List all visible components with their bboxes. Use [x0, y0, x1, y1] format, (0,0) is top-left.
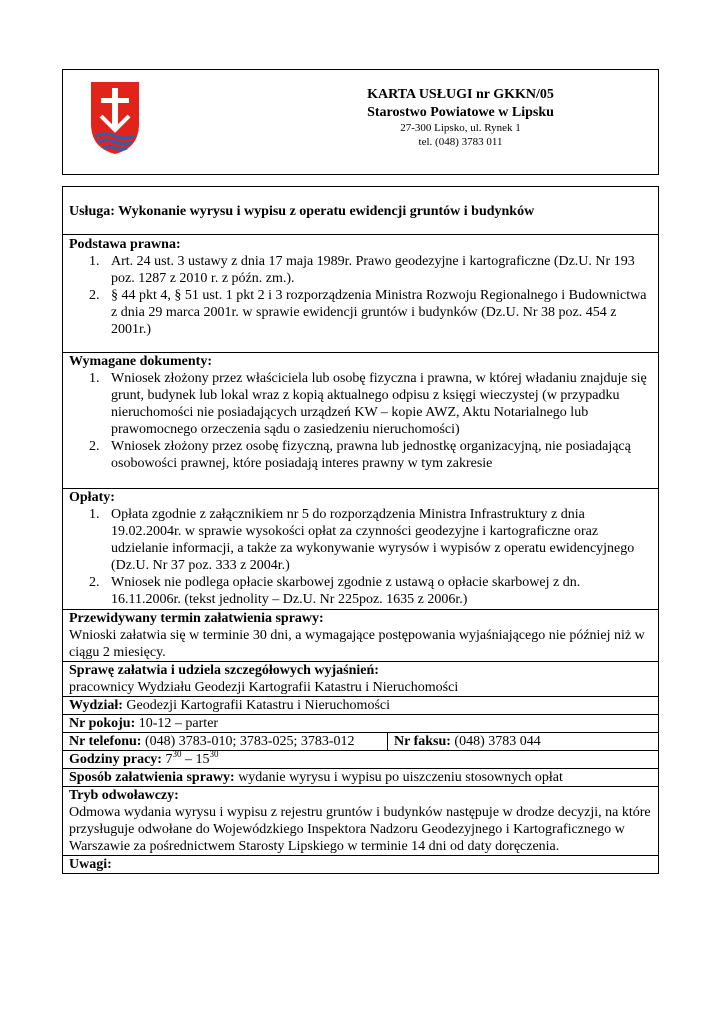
header-box: [62, 69, 659, 175]
documents-list: [69, 370, 652, 472]
legal-basis-list: [69, 253, 652, 338]
service-card-table: [62, 186, 659, 874]
office-phone: tel. (048) 3783 011: [418, 136, 503, 148]
service-row: [63, 187, 658, 235]
department-label: Wydział:: [69, 698, 123, 713]
handled-by-heading: Sprawę załatwia i udziela szczegółowych wyjaśnień:: [69, 663, 379, 678]
appeal-text: Odmowa wydania wyrysu i wypisu z rejestru gruntów i budynków następuje w drodze decyzji, na które przysługuje odwołane do Wojewódzkiego Inspektora Nadzoru Geodezyjnego i Kartograficznego w Warszawie za pośrednictwem Starosty Lipskiego w terminie 14 dni od daty doręczenia.: [69, 805, 651, 854]
legal-basis-heading: Podstawa prawna:: [69, 237, 181, 252]
fax-label: Nr faksu:: [394, 734, 451, 749]
fax-cell: [388, 733, 547, 750]
fees-section: [63, 489, 658, 610]
notes-heading: Uwagi:: [69, 857, 112, 872]
hours-row: [63, 751, 658, 769]
list-item: 2. Wniosek złożony przez osobę fizyczną, prawna lub jednostkę organizacyjną, nie posiadającą osobowości prawnej, które posiadają interes prawny w tym zakresie: [103, 438, 652, 472]
hours-separator: –: [184, 752, 192, 767]
fees-heading: Opłaty:: [69, 490, 115, 505]
method-label: Sposób załatwienia sprawy:: [69, 770, 235, 785]
handled-by-text: pracownicy Wydziału Geodezji Kartografii Katastru i Nieruchomości: [69, 680, 459, 695]
office-address: 27-300 Lipsko, ul. Rynek 1: [400, 122, 521, 134]
coat-of-arms-icon: [91, 78, 139, 158]
department-row: [63, 697, 658, 715]
office-name: Starostwo Powiatowe w Lipsku: [367, 105, 554, 120]
room-label: Nr pokoju:: [69, 716, 136, 731]
phone-label: Nr telefonu:: [69, 734, 142, 749]
documents-heading: Wymagane dokumenty:: [69, 354, 212, 369]
appeal-heading: Tryb odwoławczy:: [69, 788, 179, 803]
legal-basis-section: [63, 235, 658, 353]
phone-fax-row: [63, 733, 658, 751]
hours-label: Godziny pracy:: [69, 752, 162, 767]
list-item: 2. § 44 pkt 4, § 51 ust. 1 pkt 2 i 3 rozporządzenia Ministra Rozwoju Regionalnego i Budownictwa z dnia 29 marca 2001r. w sprawie ewidencji gruntów i budynków (Dz.U. Nr 38 poz. 454 z 2001r.): [103, 287, 652, 338]
list-item: 1. Wniosek złożony przez właściciela lub osobę fizyczna i prawna, w której władaniu znajduje się grunt, budynek lub lokal wraz z kopią aktualnego odpisu z księgi wieczystej (w przypadku nieruchomości nie posiadających urządzeń KW – kopie AWZ, Aktu Notarialnego lub prawomocnego orzeczenia sądu o zasiedzeniu nieruchomości): [103, 370, 652, 438]
deadline-section: [63, 610, 658, 662]
hours-end: 15: [195, 752, 210, 767]
deadline-text: Wnioski załatwia się w terminie 30 dni, a wymagające postępowania wyjaśniającego nie później niż w ciągu 2 miesięcy.: [69, 628, 645, 660]
header-text: [263, 86, 658, 149]
deadline-heading: Przewidywany termin załatwienia sprawy:: [69, 611, 324, 626]
list-item: 1. Opłata zgodnie z załącznikiem nr 5 do rozporządzenia Ministra Infrastruktury z dnia 19.02.2004r. w sprawie wysokości opłat za czynności geodezyjne i kartograficzne oraz udzielanie informacji, a także za wykonywanie wyrysów i wypisów z operatu ewidencyjnego (Dz.U. Nr 37 poz. 333 z 2004r.): [103, 506, 652, 574]
notes-section: [63, 856, 658, 873]
appeal-section: [63, 787, 658, 856]
hours-start-minutes: 30: [172, 749, 182, 759]
method-value: wydanie wyrysu i wypisu po uiszczeniu stosownych opłat: [238, 770, 563, 785]
department-value: Geodezji Kartografii Katastru i Nieruchomości: [126, 698, 390, 713]
service-value: Wykonanie wyrysu i wypisu z operatu ewidencji gruntów i budynków: [118, 204, 535, 219]
card-title: KARTA USŁUGI nr GKKN/05: [367, 87, 554, 102]
room-value: 10-12 – parter: [138, 716, 219, 731]
hours-end-minutes: 30: [209, 749, 219, 759]
method-row: [63, 769, 658, 787]
room-row: [63, 715, 658, 733]
list-item: 1. Art. 24 ust. 3 ustawy z dnia 17 maja 1989r. Prawo geodezyjne i kartograficzne (Dz.U. Nr 193 poz. 1287 z 2010 r. z późn. zm.).: [103, 253, 652, 287]
handled-by-section: [63, 662, 658, 697]
fees-list: [69, 506, 652, 608]
documents-section: [63, 353, 658, 489]
list-item: 2. Wniosek nie podlega opłacie skarbowej zgodnie z ustawą o opłacie skarbowej z dn. 16.11.2006r. (tekst jednolity – Dz.U. Nr 225poz. 1635 z 2006r.): [103, 574, 652, 608]
fax-value: (048) 3783 044: [454, 734, 541, 749]
phone-value: (048) 3783-010; 3783-025; 3783-012: [144, 734, 355, 749]
phone-cell: [63, 733, 388, 750]
hours-start: 7: [165, 752, 173, 767]
service-label: Usługa:: [69, 204, 115, 219]
